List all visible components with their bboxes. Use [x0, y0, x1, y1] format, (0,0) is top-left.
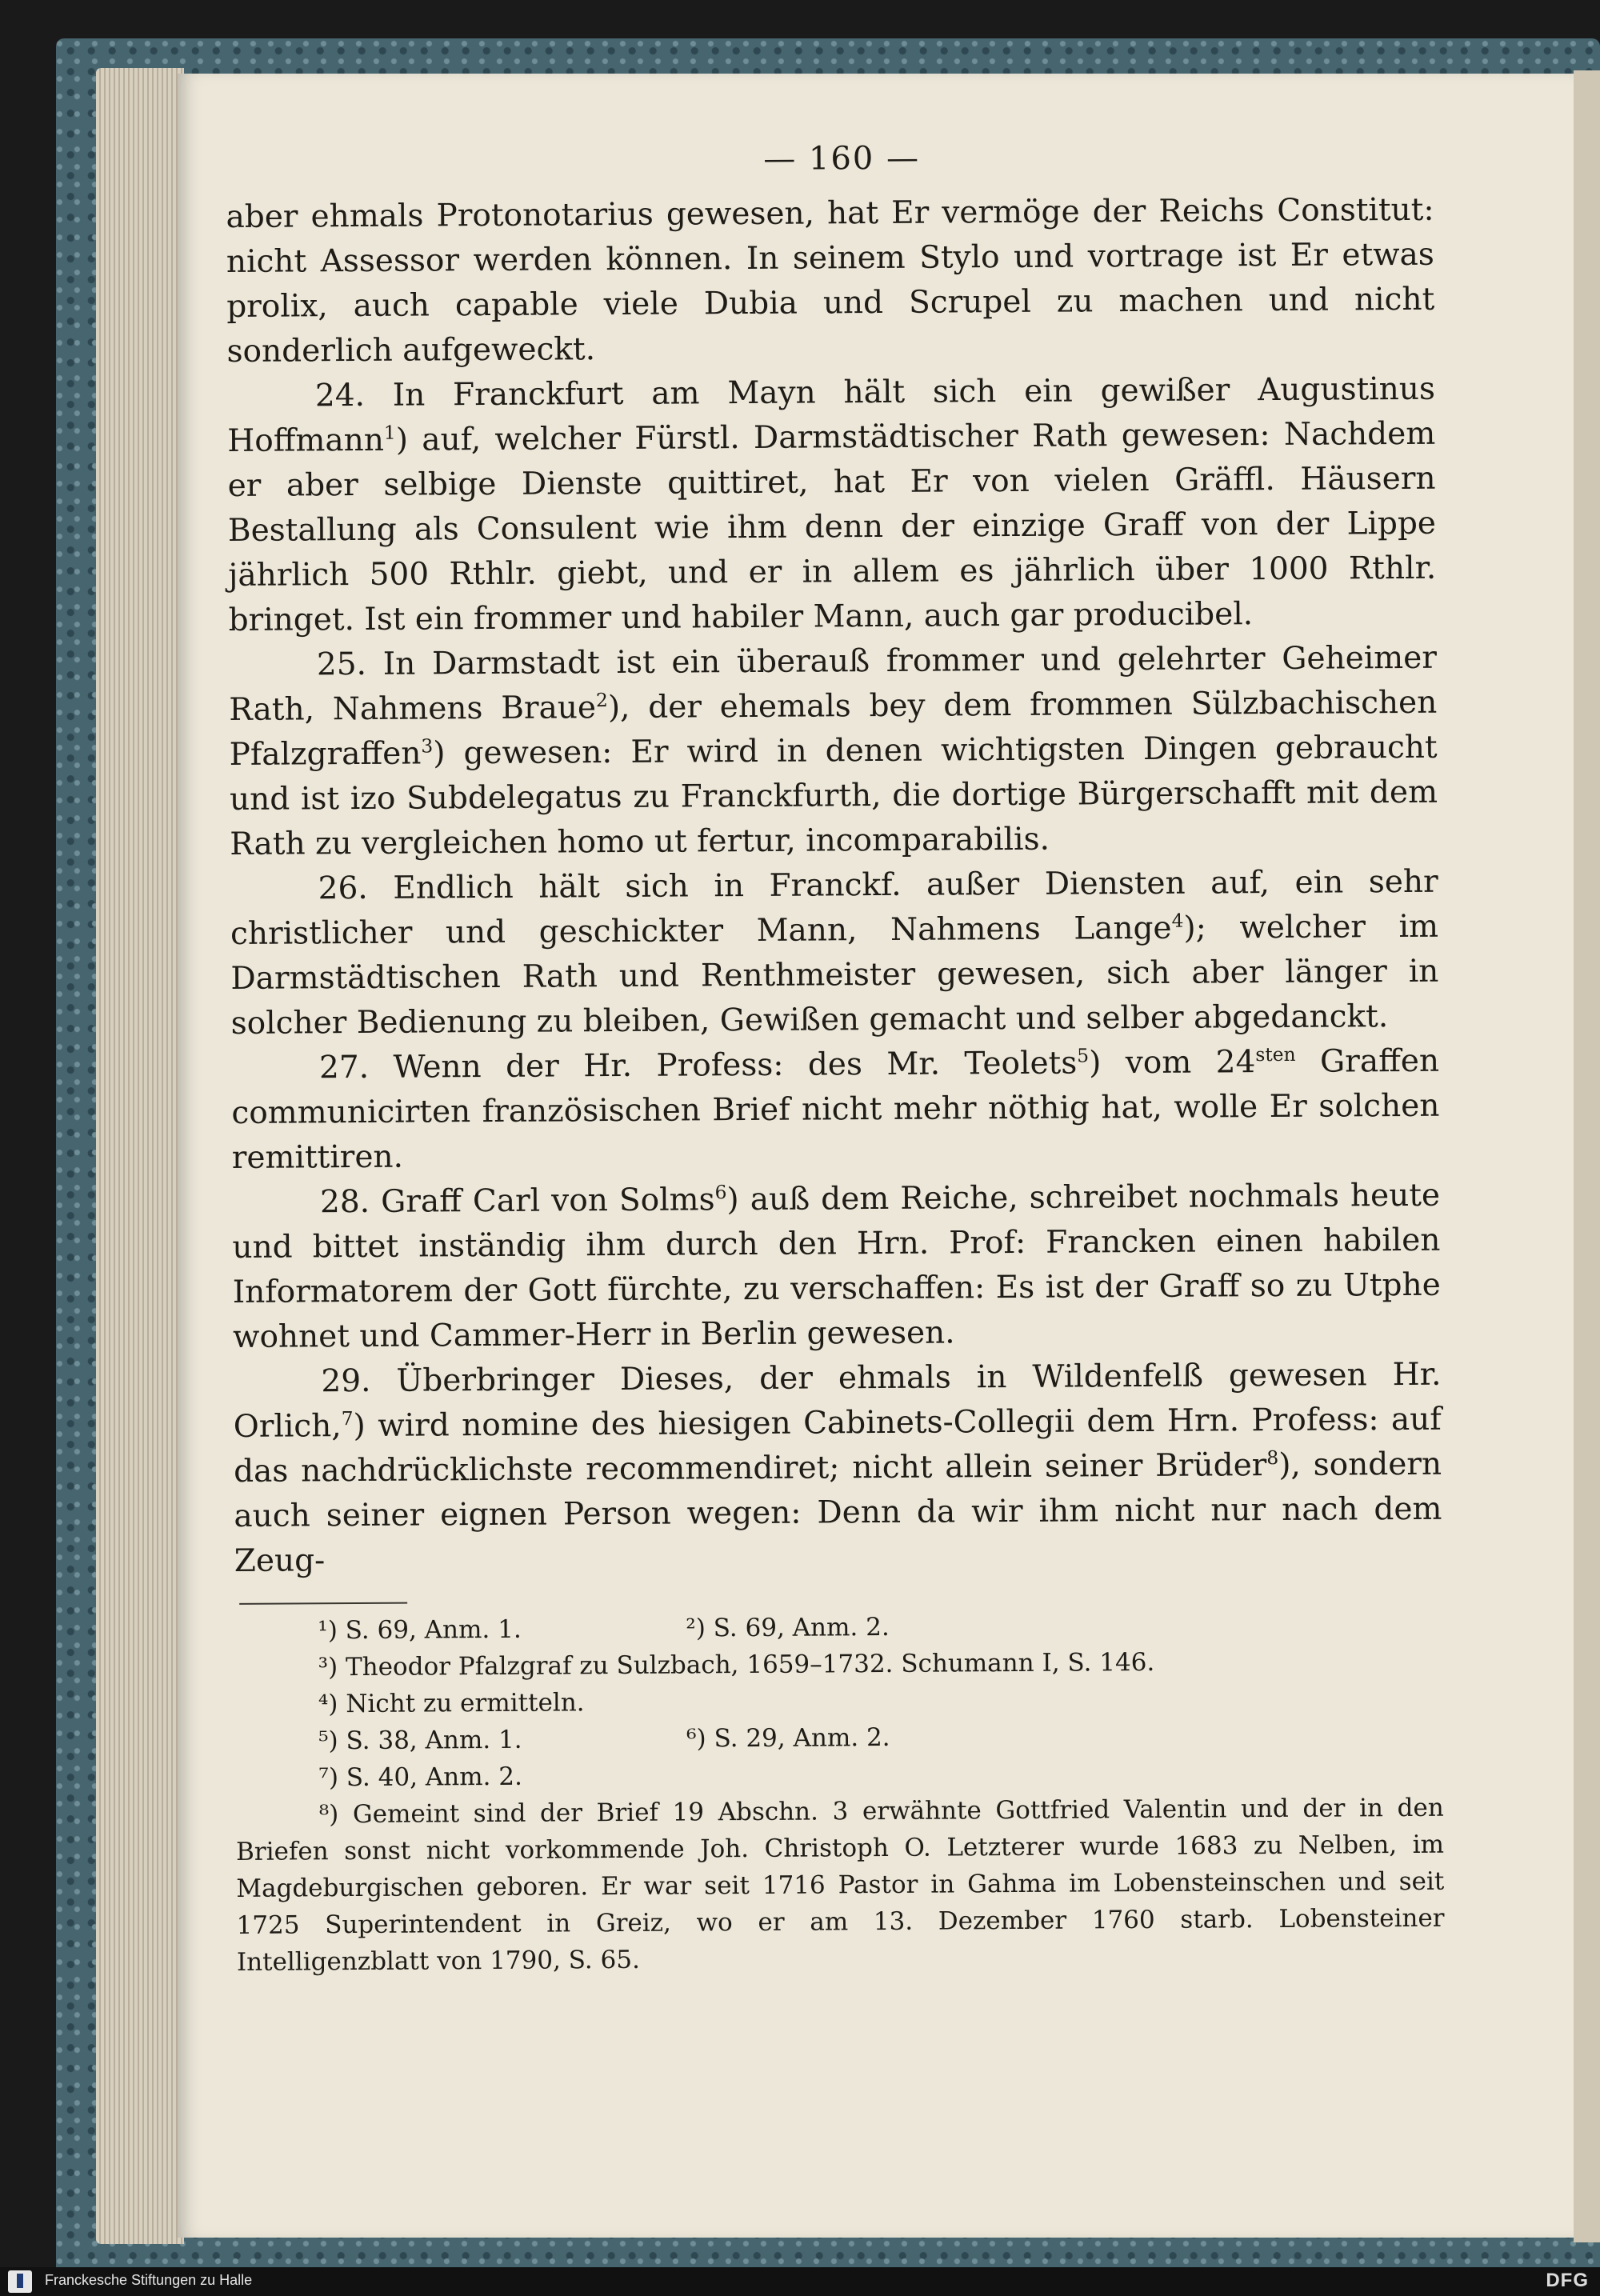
footnote-4: ⁴) Nicht zu ermitteln.: [318, 1688, 585, 1719]
page-text: [226, 137, 1445, 1981]
institution-credit: Franckesche Stiftungen zu Halle: [45, 2272, 253, 2288]
footnote-1: ¹) S. 69, Anm. 1.: [318, 1614, 522, 1646]
footnote-divider: [239, 1602, 407, 1605]
footnote-8: ⁸) Gemeint sind der Brief 19 Abschn. 3 erwähnte Gottfried Valentin und der in den Briefen sonst nicht vorkommende Joh. Christoph O. Letzterer wurde 1683 zu Nelben, im Magdeburgischen geboren. Er war seit 1716 Pastor in Gahma im Lobensteinschen und seit 1725 Superintendent in Greiz, wo er am 13. Dezember 1760 starb. Lobensteiner Intelligenzblatt von 1790, S. 65.: [235, 1793, 1445, 1977]
footnote-5: ⁵) S. 38, Anm. 1.: [318, 1725, 522, 1756]
paragraph-27: 27. Wenn der Hr. Profess: des Mr. Teolets$^5$) vom $24^{sten}$ Graffen communicirten französischen Brief nicht mehr nöthig hat, wolle Er solchen remittiren.: [231, 1042, 1440, 1176]
facing-page-edge: [1574, 70, 1600, 2242]
footnote-6: ⁶) S. 29, Anm. 2.: [686, 1722, 890, 1754]
footnote-3: ³) Theodor Pfalzgraf zu Sulzbach, 1659–1732. Schumann I, S. 146.: [318, 1647, 1155, 1682]
paragraph-25: 25. In Darmstadt ist ein überauß frommer und gelehrter Geheimer Rath, Nahmens Braue$^2$), der ehemals bey dem frommen Sülzbachischen Pfalzgraffen$^3$) gewesen: Er wird in denen wichtigsten Dingen gebraucht und ist izo Subdelegatus zu Franckfurth, die dortige Bürgerschafft mit dem Rath zu vergleichen homo ut fertur, incomparabilis.: [229, 639, 1438, 862]
footnote-7: ⁷) S. 40, Anm. 2.: [318, 1762, 522, 1793]
paragraph-28: 28. Graff Carl von Solms$^6$) auß dem Reiche, schreibet nochmals heute und bittet inständig ihm durch den Hrn. Prof: Francken einen habilen Informatorem der Gott fürchte, zu verschaffen: Es ist der Graff so zu Utphe wohnet und Cammer-Herr in Berlin gewesen.: [232, 1177, 1441, 1355]
paragraph-24: 24. In Franckfurt am Mayn hält sich ein gewißer Augustinus Hoffmann$^1$) auf, welcher Fürstl. Darmstädtischer Rath gewesen: Nachdem er aber selbige Dienste quittiret, hat Er von vielen Gräffl. Häusern Bestallung als Consulent wie ihm denn der einzige Graff von der Lippe jährlich 500 Rthlr. giebt, und er in allem es jährlich über 1000 Rthlr. bringet. Ist ein frommer und habiler Mann, auch gar producibel.: [227, 370, 1437, 638]
paragraph-26: 26. Endlich hält sich in Franckf. außer Diensten auf, ein sehr christlicher und geschickter Mann, Nahmens Lange$^4$); welcher im Darmstädtischen Rath und Renthmeister gewesen, sich aber länger in solcher Bedienung zu bleiben, Gewißen gemacht und selber abgedanckt.: [230, 863, 1439, 1042]
dfg-watermark: DFG: [1546, 2270, 1589, 2291]
paragraph-29: 29. Überbringer Dieses, der ehmals in Wildenfelß gewesen Hr. Orlich,$^7$) wird nomine des hiesigen Cabinets-Collegii dem Hrn. Profess: auf das nachdrücklichste recommendiret; nicht allein seiner Brüder$^8$), sondern auch seiner eignen Person wegen: Denn da wir ihm nicht nur nach dem Zeug-: [233, 1356, 1442, 1579]
paragraph-continuation: aber ehmals Protonotarius gewesen, hat Er vermöge der Reichs Constitut: nicht Assessor werden können. In seinem Stylo und vortrage ist Er etwas prolix, auch capable viele Dubia und Scrupel zu machen und nicht sonderlich aufgeweckt.: [226, 191, 1435, 370]
institution-logo-icon: [8, 2270, 32, 2293]
page-number: — 160 —: [763, 139, 921, 178]
page-block-edges: [96, 68, 184, 2244]
footnote-2: ²) S. 69, Anm. 2.: [686, 1612, 890, 1643]
